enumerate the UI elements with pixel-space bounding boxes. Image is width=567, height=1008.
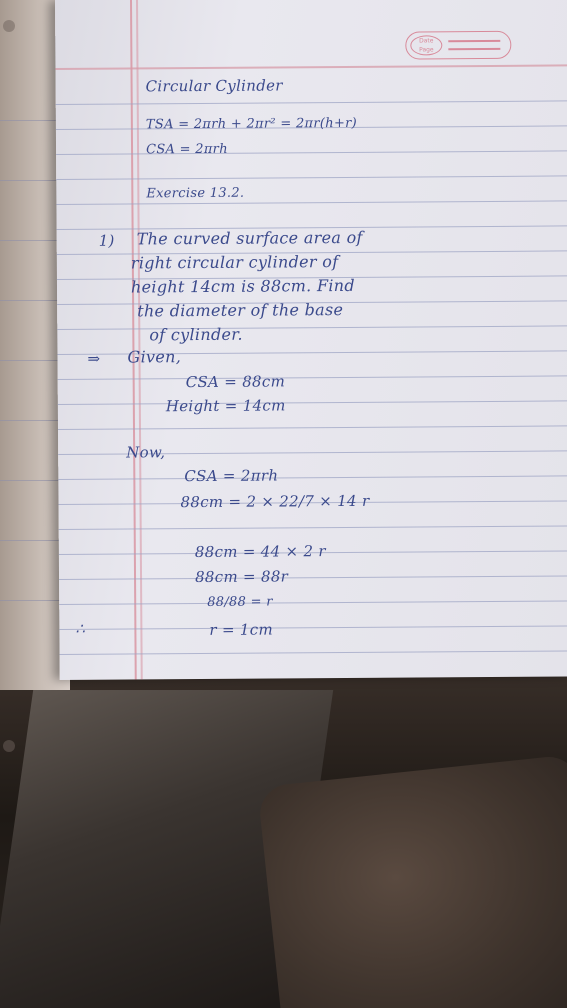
- result: r = 1cm: [209, 620, 274, 639]
- step-2: 88cm = 2 × 22/7 × 14 r: [180, 491, 370, 512]
- exercise-title: Exercise 13.2.: [146, 185, 245, 202]
- step-4: 88cm = 88r: [194, 567, 289, 587]
- question-line-5: of cylinder.: [149, 324, 243, 345]
- given-label: Given,: [127, 347, 182, 367]
- date-page-stamp: [405, 31, 511, 60]
- given-csa: CSA = 88cm: [185, 372, 286, 392]
- question-line-2: right circular cylinder of: [130, 252, 339, 273]
- date-page-label: Date Page: [410, 35, 442, 55]
- step-3: 88cm = 44 × 2 r: [194, 542, 326, 562]
- question-line-3: height 14cm is 88cm. Find: [130, 275, 355, 297]
- question-number: 1): [98, 231, 115, 250]
- notebook-page: [55, 0, 567, 680]
- step-1: CSA = 2πrh: [184, 466, 279, 486]
- therefore-mark: ∴: [75, 619, 86, 638]
- formula-tsa: TSA = 2πrh + 2πr² = 2πr(h+r): [145, 115, 358, 133]
- question-line-1: The curved surface area of: [136, 227, 363, 249]
- cloth: [257, 754, 567, 1008]
- heading: Circular Cylinder: [145, 76, 283, 96]
- now-label: Now,: [126, 443, 166, 462]
- given-height: Height = 14cm: [165, 396, 286, 416]
- formula-csa: CSA = 2πrh: [145, 141, 228, 158]
- question-line-4: the diameter of the base: [137, 299, 344, 321]
- answer-marker: ⇒: [87, 349, 101, 368]
- step-5: 88/88 = r: [207, 594, 273, 610]
